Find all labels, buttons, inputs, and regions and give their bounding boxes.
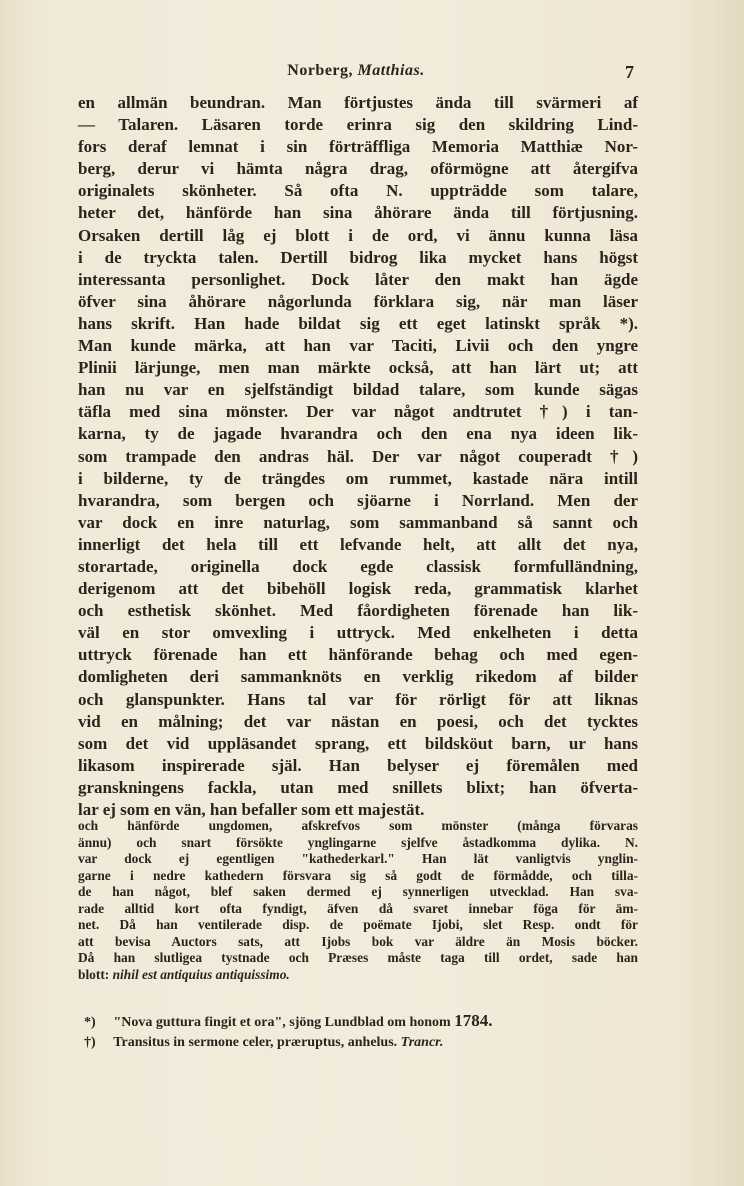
note-line: rade alltid kort ofta fyndigt, äfven då svaret innebar föga för äm- — [78, 900, 638, 916]
text-line: karna, ty de jagade hvarandra och den ena nya ideen lik- — [78, 424, 638, 444]
note-line: de han något, blef saken dermed ej synnerligen utvecklad. Han sva- — [78, 884, 638, 899]
footnote-source: Trancr. — [400, 1035, 444, 1050]
continued-note — [78, 818, 638, 983]
text-line: uttryck förenade han ett hänförande behag och med egen- — [78, 645, 638, 665]
footnote-dagger — [78, 1034, 638, 1052]
footnote-year: 1784. — [454, 1011, 493, 1030]
text-line: Plinii lärjunge, men man märkte också, att han lärt ut; att — [78, 358, 638, 378]
footnote-text: Transitus in sermone celer, præruptus, anhelus. — [113, 1035, 398, 1050]
note-line — [78, 967, 638, 984]
note-prefix: blott: — [78, 966, 110, 982]
text-line: väl en stor omvexling i uttryck. Med enkelheten i detta — [78, 623, 638, 643]
text-line: i bilderne, ty de trängdes om rummet, kastade nära intill — [78, 468, 638, 488]
text-line: täfla med sina mönster. Der var något andtrutet †) i tan- — [78, 402, 638, 422]
text-line: hans skrift. Han hade bildat sig ett eget latinskt språk *). — [78, 313, 638, 333]
main-text — [78, 92, 638, 821]
footnote-star — [78, 1012, 638, 1032]
text-line: lar ej som en vän, han befaller som ett majestät. — [78, 800, 425, 819]
text-line: hvarandra, som bergen och sjöarne i Norrland. Men der — [78, 490, 638, 510]
text-line: var dock en inre naturlag, som sammanband så sannt och — [78, 512, 638, 532]
text-line: som det vid uppläsandet sprang, ett bildsköut barn, ur hans — [78, 733, 638, 753]
text-line: öfver sina åhörare någorlunda förklara sig, när man läser — [78, 291, 638, 311]
note-line: att bevisa Auctors sats, att Ijobs bok var äldre än Mosis böcker. — [78, 933, 638, 949]
latin-quote: nihil est antiquius antiquissimo. — [112, 966, 290, 982]
note-line: garne i nedre kathedern försvara sig så godt de förmådde, och tilla- — [78, 867, 638, 883]
text-line: derigenom att det bibehöll logisk reda, grammatisk klarhet — [78, 579, 638, 599]
text-line: heter det, hänförde han sina åhörare ända till förtjusning. — [78, 203, 638, 223]
text-line: storartade, originella dock egde classisk formfulländning, — [78, 556, 638, 576]
note-line: och hänförde ungdomen, afskrefvos som mönster (många förvaras — [78, 818, 638, 833]
footnote-mark: *) — [84, 1015, 96, 1030]
note-line: net. Då han ventilerade disp. de poëmate Ijobi, slet Resp. ondt för — [78, 917, 638, 932]
text-line: berg, derur vi hämta några drag, oförmögne att återgifva — [78, 159, 638, 179]
footnote-mark: †) — [84, 1035, 96, 1050]
note-line: ännu) och snart försökte ynglingarne sjelfve åstadkomma dylika. N. — [78, 834, 638, 850]
note-line: Då han slutligea tystnade och Præses måste taga till ordet, sade han — [78, 950, 638, 965]
running-title-given: Matthias. — [357, 62, 425, 79]
text-line: vid en målning; det var nästan en poesi, och det tycktes — [78, 711, 638, 731]
note-line: var dock ej egentligen "kathederkarl." Han lät vanligtvis ynglin- — [78, 851, 638, 866]
text-line: domligheten deri sammanknöts en verklig rikedom af bilder — [78, 667, 638, 687]
running-header — [78, 62, 634, 88]
text-line: fors deraf lemnat i sin förträffliga Memoria Matthiæ Nor- — [78, 137, 638, 157]
text-line: — Talaren. Läsaren torde erinra sig den skildring Lind- — [78, 115, 638, 135]
text-line: interessanta personlighet. Dock låter den makt han ägde — [78, 269, 638, 289]
text-line: en allmän beundran. Man förtjustes ända till svärmeri af — [78, 93, 638, 112]
text-line: Orsaken dertill låg ej blott i de ord, vi ännu kunna läsa — [78, 225, 638, 245]
text-line: granskningens fackla, utan med snillets blixt; han öfverta- — [78, 777, 638, 797]
text-line: han nu var en sjelfständigt bildad talare, som kunde sägas — [78, 380, 638, 400]
text-line: Man kunde märka, att han var Taciti, Livii och den yngre — [78, 336, 638, 356]
text-line: och esthetisk skönhet. Med fåordigheten förenade han lik- — [78, 601, 638, 621]
page-number: 7 — [625, 62, 634, 82]
text-line: och glanspunkter. Hans tal var för rörligt för att liknas — [78, 689, 638, 709]
text-line: likasom inspirerade själ. Han belyser ej föremålen med — [78, 755, 638, 775]
text-line: som trampade den andras häl. Der var något couperadt †) — [78, 446, 638, 466]
running-title — [78, 62, 634, 80]
running-title-name: Norberg, — [287, 62, 354, 79]
text-line: innerligt det hela till ett lefvande helt, att allt det nya, — [78, 534, 638, 554]
footnote-text: "Nova guttura fingit et ora", sjöng Lundblad om honom — [113, 1015, 451, 1030]
text-line: originalets skönheter. Så ofta N. uppträdde som talare, — [78, 181, 638, 201]
text-line: i de tryckta talen. Dertill bidrog lika mycket hans högst — [78, 247, 638, 267]
